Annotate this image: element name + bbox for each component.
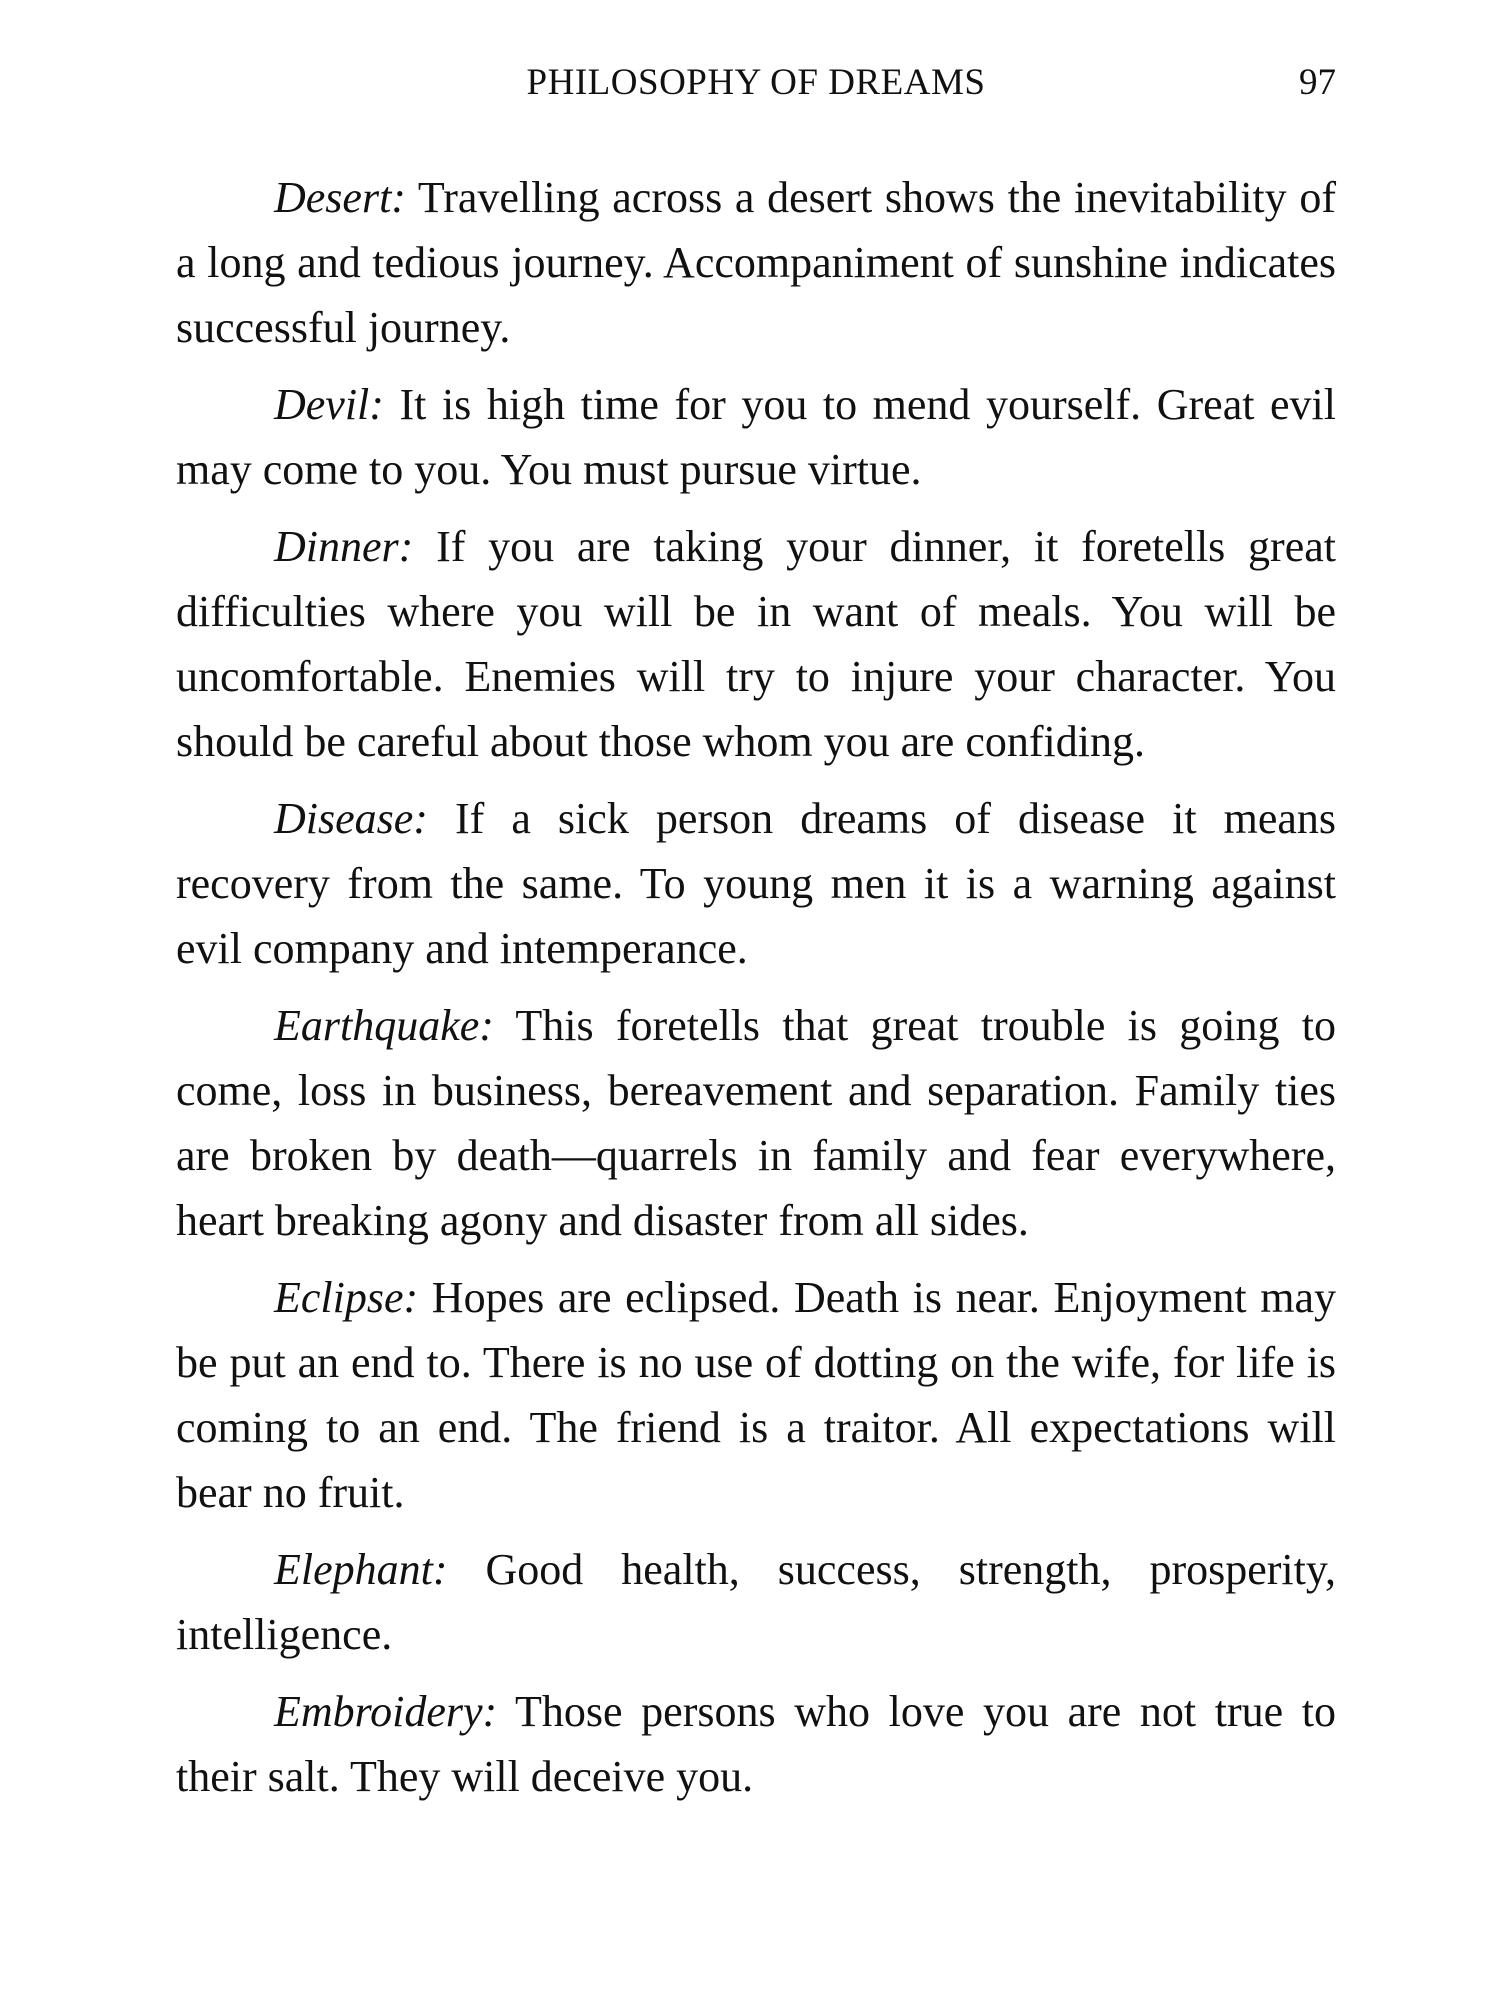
entry-dinner [176,514,1336,774]
entry-earthquake [176,993,1336,1253]
entry-term: Elephant: [274,1545,448,1594]
entry-term: Embroidery: [274,1687,498,1736]
entry-desert [176,165,1336,360]
running-title: PHILOSOPHY OF DREAMS [526,62,986,103]
entry-elephant [176,1537,1336,1667]
entry-text: Those persons who love you are not true to their salt. They will deceive you. [176,1687,1336,1801]
entry-text: It is high time for you to mend yourself. Great evil may come to you. You must pursue virtue. [176,380,1337,494]
entry-term: Desert: [274,173,406,222]
entry-term: Dinner: [274,522,414,571]
entry-eclipse [176,1265,1336,1525]
entry-text: Hopes are eclipsed. Death is near. Enjoyment may be put an end to. There is no use of dotting on the wife, for life is coming to an end. The friend is a traitor. All expectations will bear no fruit. [176,1273,1336,1517]
page-number: 97 [1299,62,1336,103]
entry-text: Good health, success, strength, prosperity, intelligence. [176,1545,1337,1659]
entry-term: Eclipse: [274,1273,419,1322]
entry-embroidery [176,1679,1336,1809]
entry-devil [176,372,1336,502]
running-head [176,58,1336,108]
dream-entries [176,165,1336,1821]
entry-text: This foretells that great trouble is going to come, loss in business, bereavement and separation. Family ties are broken by death—quarrels in family and fear everywhere, heart breaking agony and disaster from all sides. [176,1001,1336,1245]
entry-text: If a sick person dreams of disease it means recovery from the same. To young men it is a warning against evil company and intemperance. [176,794,1337,973]
entry-term: Disease: [274,794,428,843]
entry-disease [176,786,1336,981]
entry-text: If you are taking your dinner, it foretells great difficulties where you will be in want of meals. You will be uncomfortable. Enemies will try to injure your character. You should be careful about those whom you are confiding. [176,522,1336,766]
entry-term: Devil: [274,380,384,429]
entry-text: Travelling across a desert shows the inevitability of a long and tedious journey. Accompaniment of sunshine indicates successful journey. [176,173,1336,352]
entry-term: Earthquake: [274,1001,494,1050]
